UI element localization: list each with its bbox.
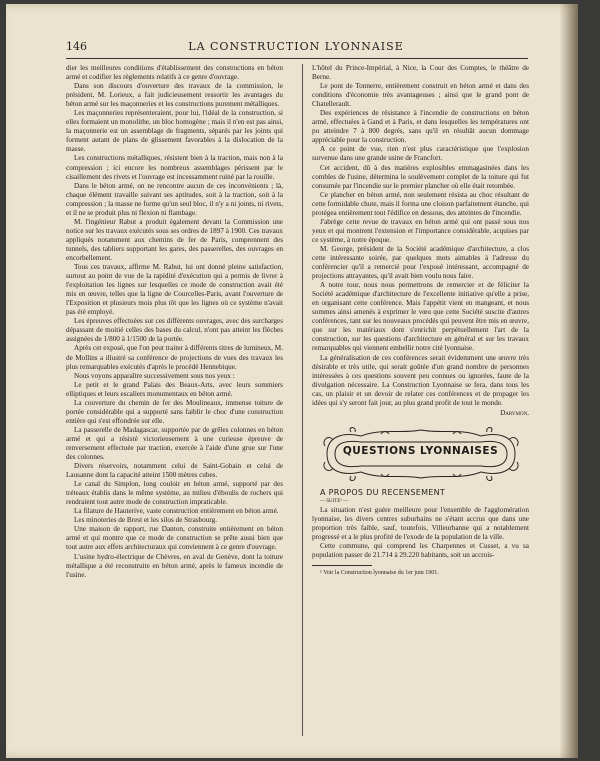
running-header (66, 40, 526, 56)
page-gutter-shadow (560, 4, 578, 758)
left-column (66, 64, 283, 580)
paragraph: Cet accident, dû à des matières explosibles emmagasinées dans les combles de l'usine, détermina le soulèvement complet de la toiture qui fut consumée par l'incendie sur le premier plancher où elle était retombée. (312, 163, 529, 190)
paragraph: La couverture du chemin de fer des Moulineaux, immense toiture de portée considérable qui a supporté sans faiblir le choc d'une construction entière qui s'est effondrée sur elle. (66, 398, 283, 425)
paragraph: Le pont de Tonnerre, entièrement construit en béton armé et dans des conditions d'économie très avantageuses ; ainsi que le grand pont de Chatellerault. (312, 82, 529, 109)
paragraph: Des expériences de résistance à l'incendie de constructions en béton armé, effectuées à Gand et à Paris, et dans lesquelles les températures ont pu atteindre 7 à 800 degrés, sans qu'il en résultât aucun dommage appréciable pour la construction. (312, 109, 529, 145)
paragraph: A ce point de vue, rien n'est plus caractéristique que l'explosion survenue dans une grande usine de Francfort. (312, 145, 529, 163)
article-title: A PROPOS DU RECENSEMENT (320, 487, 446, 497)
paragraph: La filature de Hauterive, vaste construction entièrement en béton armé. (74, 507, 279, 516)
paragraph: M. George, président de la Société académique d'architecture, a clos cette intéressante soirée, par quelques mots aimables à l'adresse du conférencier qu'il a remercié pour l'exposé intéressant, accompagné de projections attrayantes, qu'il avait bien voulu nous faire. (312, 244, 529, 281)
paragraph: Les épreuves effectuées sur ces différents ouvrages, avec des surcharges dépassant de moitié celles des bases du calcul, n'ont pas atteint les flèches assignées de 1/800 à 1/1500 de la portée. (66, 317, 283, 344)
paragraph: La généralisation de ces conférences serait évidemment une œuvre très désirable et très utile, qui serait goûtée d'un grand nombre de personnes intéressées à ces questions souvent peu connues ou ignorées, faute de la divulgation nécessaire. La Construction Lyonnaise se fera, dans tous les cas, un plaisir et un devoir de relater ces conférences et de propager les idées qui s'y seront fait jour, au plus grand profit de tout le monde. (312, 353, 529, 407)
author-signature: Darymon. (500, 408, 529, 417)
paragraph: Une maison de rapport, rue Danton, construite entièrement en béton armé et qui montre que ce mode de construction se prête aussi bien que tout autre aux effets architecturaux qui conviennent à ce genre d'ouvrage. (66, 525, 283, 552)
paragraph: La passerelle de Madagascar, supportée par de grêles colonnes en béton armé et qui a résisté victorieusement à une curieuse épreuve de renversement effectuée par traction, exercée à l'aide d'une grue sur l'une des colonnes. (66, 425, 283, 462)
footnote: ¹ Voir la Construction lyonnaise du 1er juin 1901. (320, 570, 439, 577)
paragraph: A notre tour, nous nous permettrons de remercier et de féliciter la Société académique d'architecture de l'excellente initiative qu'elle a prise, en organisant cette conférence. Mais l'appétit vient en mangeant, et nous sommes ainsi amenés à exprimer le vœu que cette Société suscite d'autres conférences, tant sur les nouveaux procédés qui peuvent être mis en œuvre, que sur les matériaux dont s'enrichit perpétuellement l'art de la construction, sur les questions d'architecture en général et sur les travaux remarquables qui viennent embellir notre cité lyonnaise. (312, 281, 529, 353)
page-number: 146 (66, 40, 87, 53)
paragraph: Les maçonneries représenteraient, pour lui, l'idéal de la construction, si elles formaient un monolithe, un bloc homogène ; mais il n'en est pas ainsi, la maçonnerie est un assemblage de fragments, séparés par les joints qui forment autant de plans de glissement favorables à la dislocation de la masse. (66, 109, 283, 154)
section-banner-title: QUESTIONS LYONNAISES (342, 444, 499, 457)
column-divider (302, 64, 303, 736)
section-banner (321, 426, 521, 482)
paragraph: dier les meilleures conditions d'établissement des constructions en béton armé et codifier les règlements relatifs à ce genre d'ouvrage. (66, 64, 283, 82)
paragraph: Dans son discours d'ouverture des travaux de la commission, le président, M. Lorieux, a fait judicieusement ressortir les avantages du béton armé sur les maçonneries et les constructions purement métalliques. (66, 82, 283, 109)
journal-title: LA CONSTRUCTION LYONNAISE (188, 40, 404, 53)
paragraph: Ce plancher en béton armé, non seulement résista au choc résultant de cette formidable chute, mais il forma une cloison parfaitement étanche, qui protégea entièrement tout l'édifice en dessous, des atteintes de l'incendie. (312, 190, 529, 217)
paragraph: L'usine hydro-électrique de Chèvres, en aval de Genève, dont la toiture métallique a été reconstruite en béton armé, après le fameux incendie de l'usine. (66, 552, 283, 579)
paragraph: Nous voyons apparaître successivement sous nos yeux : (74, 371, 235, 380)
article-subtitle: — SUITE¹ — (320, 498, 349, 504)
paragraph: Les constructions métalliques, résistent bien à la traction, mais non à la compression ; ici encore les nombreux assemblages périssent par le cisaillement des rivets et l'ouvrage est incessamment ruiné par la rouille. (66, 154, 283, 181)
paragraph: Les minoteries de Brest et les silos de Strasbourg. (74, 516, 217, 525)
paragraph: J'abrège cette revue de travaux en béton armé qui ont passé sous nos yeux et qui montrent l'extension et l'importance considérable, acquises par ce système, à notre époque. (312, 217, 529, 244)
paragraph: Tous ces travaux, affirme M. Rabut, lui ont donné pleine satisfaction, surtout au point de vue de la rapidité d'exécution qui a permis de livrer à l'exploitation les lignes sur lesquelles ce mode de construction avait été mis en œuvre, telles que la ligne de Courcelles-Paris, avant l'ouverture de l'Exposition et plusieurs mois plus tôt que les lignes où ce système n'avait pas été employé. (66, 263, 283, 317)
paragraph: Le petit et le grand Palais des Beaux-Arts, avec leurs sommiers elliptiques et leurs escaliers monumentaux en béton armé. (66, 380, 283, 398)
paragraph: Divers réservoirs, notamment celui de Saint-Gobain et celui de Lausanne dont la capacité atteint 1500 mètres cubes. (66, 462, 283, 480)
paragraph: L'hôtel du Prince-Impérial, à Nice, la Cour des Comptes, le théâtre de Berne. (312, 64, 529, 82)
paragraph: La situation n'est guère meilleure pour l'ensemble de l'agglomération lyonnaise, les divers centres suburbains ne s'étant accrus que dans une proportion très faible, sauf, toutefois, Villeurbanne qui a notablement progressé et a le plus profité de l'exode de la population de la ville. (312, 505, 529, 542)
paragraph: M. l'ingénieur Rabut a produit également devant la Commission une notice sur les travaux exécutés sous ses ordres de 1897 à 1900. Ces travaux appliqués notamment aux chemins de fer de Paris, comprennent des tunnels, des tabliers supportant les gares, des passerelles, des ouvrages en encorbellement. (66, 217, 283, 262)
footnote-rule (312, 565, 372, 566)
paragraph: Dans le béton armé, on ne rencontre aucun de ces inconvénients ; là, chaque élément travaille suivant ses aptitudes, soit à la traction, soit à la compression ; la masse ne forme qu'un seul bloc, il n'y a ni joints, ni rivets, et il ne se produit plus ni flexion ni flambage. (66, 181, 283, 217)
journal-page (6, 4, 578, 758)
paragraph: Cette commune, qui comprend les Charpennes et Cusset, a vu sa population passer de 21.714 à 29.220 habitants, soit un accrois- (312, 542, 529, 560)
right-column (312, 64, 529, 577)
header-rule (66, 58, 528, 59)
paragraph: Le canal du Simplon, long couloir en béton armé, supporté par des tréteaux établis dans le même système, au milieu d'éboulis de rochers qui rendraient tout autre mode de construction impraticable. (66, 480, 283, 507)
paragraph: Après cet exposé, que l'on peut traiter à différents titres de lumineux, M. de Mollins a illustré sa conférence de projections de vues des travaux les plus remarquables exécutés d'après le procédé Hennebique. (66, 344, 283, 371)
